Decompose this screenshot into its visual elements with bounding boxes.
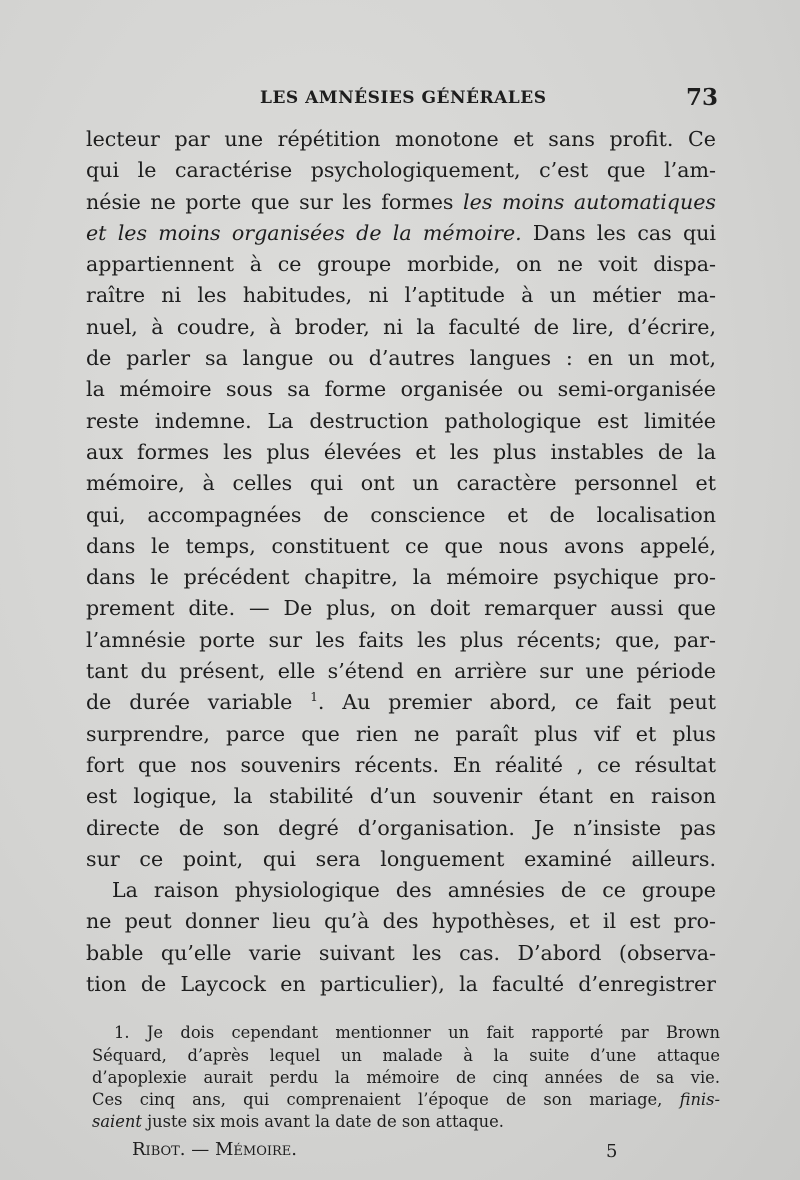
- footnote-line: d’apoplexie aurait perdu la mémoire de cinq années de sa vie.: [92, 1067, 720, 1087]
- text-segment: Dans les cas qui: [521, 220, 717, 245]
- footnote-number: 1.: [114, 1023, 130, 1043]
- book-page: [86, 82, 720, 1165]
- text-line: dans le temps, constituent ce que nous avons appelé,: [86, 533, 716, 558]
- text-line: appartiennent à ce groupe morbide, on ne voit dispa-: [86, 252, 716, 277]
- sheet-number: 5: [606, 1141, 618, 1163]
- text-line: [86, 687, 716, 718]
- running-title: LES AMNÉSIES GÉNÉRALES: [260, 88, 547, 108]
- footnote-marker: 1: [310, 690, 318, 705]
- italic-phrase: les moins automatiques: [463, 189, 716, 214]
- text-line: lecteur par une répétition monotone et sans profit. Ce: [86, 127, 716, 151]
- text-line: l’amnésie porte sur les faits les plus récents; que, par-: [86, 627, 716, 652]
- text-line: fort que nos souvenirs récents. En réalité , ce résultat: [86, 752, 716, 777]
- text-line: prement dite. — De plus, on doit remarquer aussi que: [86, 596, 716, 621]
- footnote: [92, 1022, 720, 1133]
- footnote-text: Je dois cependant mentionner un fait rapporté par Brown: [129, 1023, 720, 1043]
- text-line: nuel, à coudre, à broder, ni la faculté de lire, d’écrire,: [86, 314, 716, 339]
- footnote-line: Séquard, d’après lequel un malade à la suite d’une attaque: [92, 1045, 720, 1065]
- text-line: dans le précédent chapitre, la mémoire psychique pro-: [86, 565, 716, 590]
- text-line: [86, 218, 716, 249]
- text-line: qui, accompagnées de conscience et de localisation: [86, 502, 716, 527]
- body-text: [86, 124, 716, 1000]
- text-segment: de durée variable: [86, 690, 311, 715]
- footnote-line: [92, 1022, 720, 1044]
- text-line: bable qu’elle varie suivant les cas. D’abord (observa-: [86, 940, 716, 965]
- footnote-italic: finis-: [679, 1089, 720, 1109]
- text-line: raître ni les habitudes, ni l’aptitude à un métier ma-: [86, 283, 716, 308]
- italic-phrase: et les moins organisées de la mémoire.: [86, 220, 522, 245]
- text-line: tant du présent, elle s’étend en arrière sur une période: [86, 659, 716, 684]
- footnote-text: juste six mois avant la date de son attaque.: [141, 1112, 504, 1132]
- running-head: [86, 82, 716, 122]
- text-line: la mémoire sous sa forme organisée ou semi-organisée: [86, 377, 716, 402]
- signature-text: Ribot. — Mémoire.: [132, 1139, 297, 1161]
- text-line: directe de son degré d’organisation. Je n’insiste pas: [86, 815, 716, 840]
- text-line: est logique, la stabilité d’un souvenir étant en raison: [86, 784, 716, 809]
- text-segment: . Au premier abord, ce fait peut: [317, 690, 716, 715]
- footnote-line: [92, 1111, 720, 1133]
- footnote-italic: saient: [92, 1112, 142, 1132]
- text-line: mémoire, à celles qui ont un caractère personnel et: [86, 471, 716, 496]
- text-line: tion de Laycock en particulier), la faculté d’enregistrer: [86, 972, 716, 997]
- text-line: aux formes les plus élevées et les plus instables de la: [86, 439, 716, 464]
- text-line: sur ce point, qui sera longuement examiné ailleurs.: [86, 846, 716, 871]
- text-line: [86, 187, 716, 218]
- page-number: 73: [685, 84, 718, 111]
- footnote-line: [92, 1089, 720, 1111]
- text-line: reste indemne. La destruction pathologique est limitée: [86, 408, 716, 433]
- printer-signature: [86, 1139, 716, 1165]
- paragraph-start-line: La raison physiologique des amnésies de ce groupe: [112, 878, 716, 903]
- text-line: qui le caractérise psychologiquement, c’est que l’am-: [86, 158, 716, 183]
- text-line: de parler sa langue ou d’autres langues : en un mot,: [86, 346, 716, 371]
- text-segment: nésie ne porte que sur les formes: [86, 189, 464, 214]
- text-line: ne peut donner lieu qu’à des hypothèses, et il est pro-: [86, 909, 716, 934]
- footnote-text: Ces cinq ans, qui comprenaient l’époque de son mariage,: [92, 1089, 680, 1109]
- text-line: surprendre, parce que rien ne paraît plus vif et plus: [86, 721, 716, 746]
